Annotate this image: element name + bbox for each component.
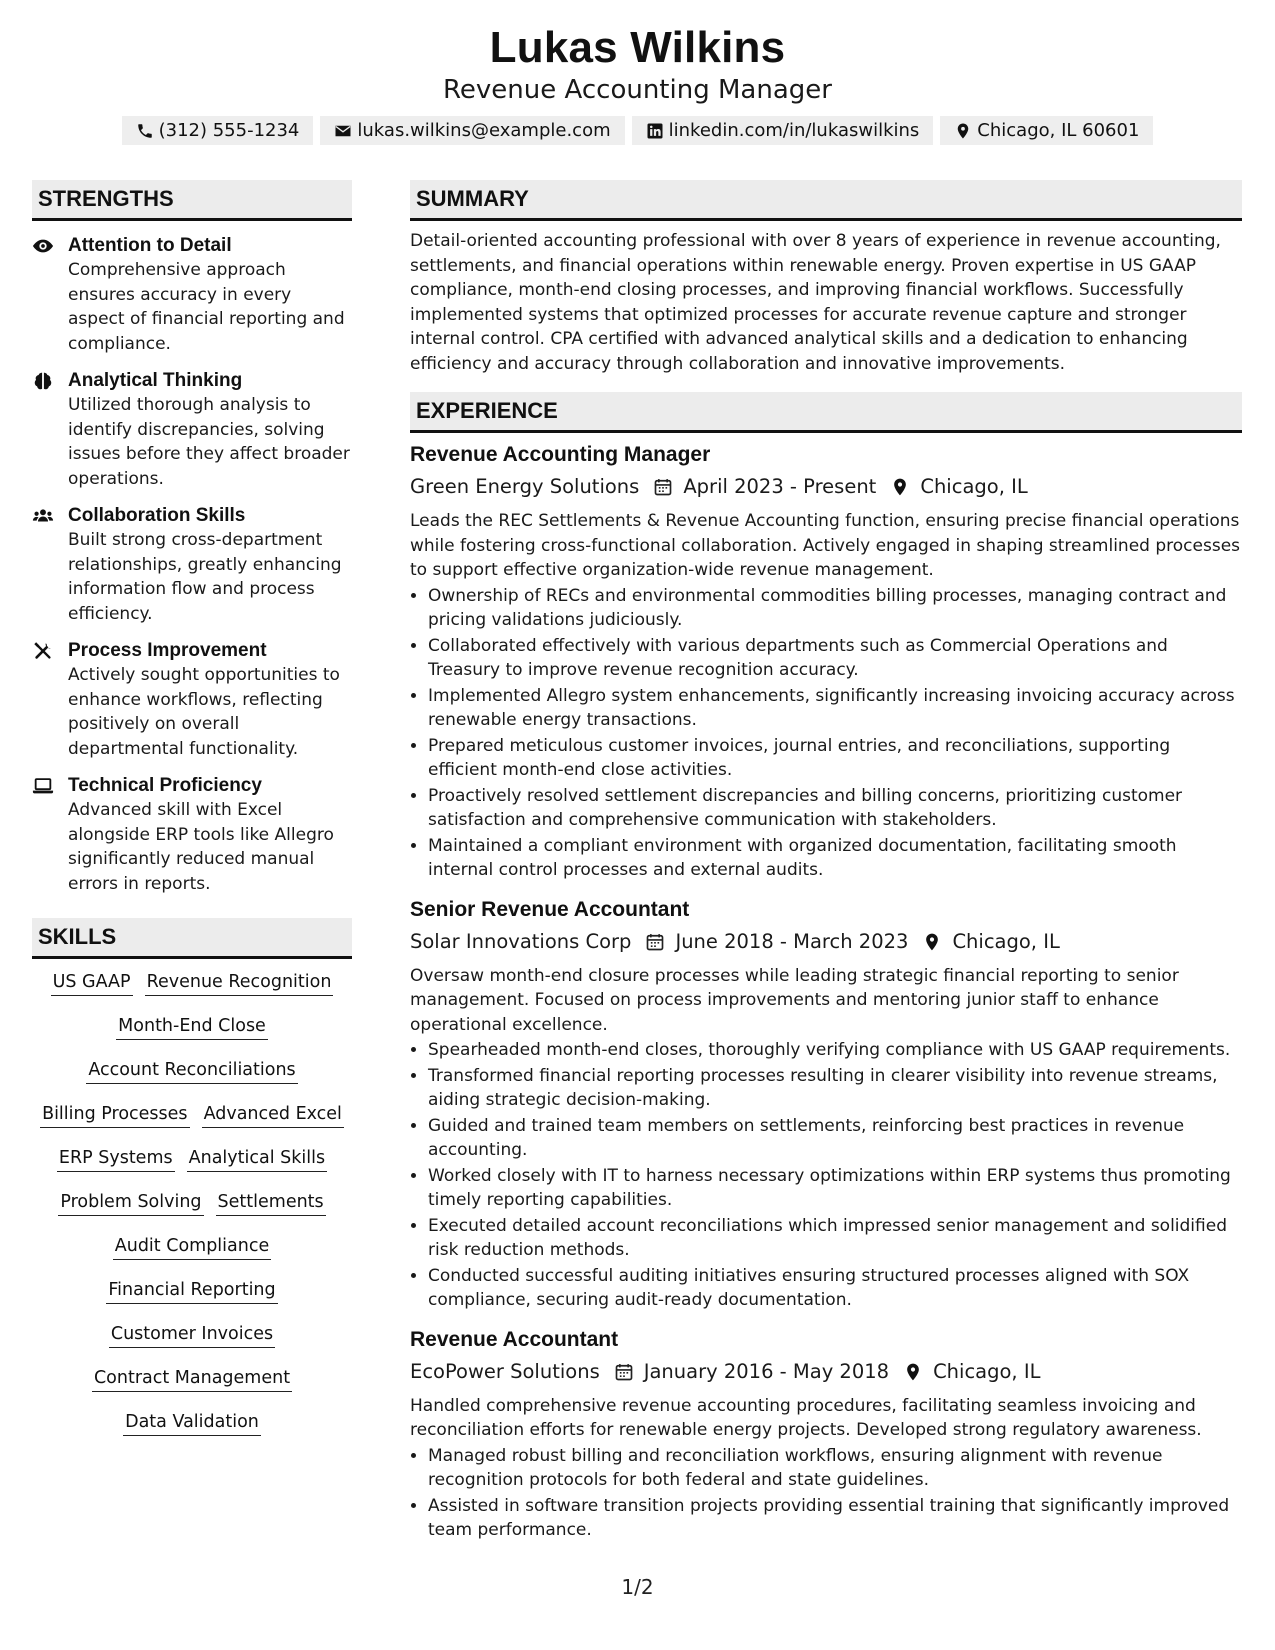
job-title: Revenue Accounting Manager — [410, 443, 711, 466]
job-bullet: • Proactively resolved settlement discrepancies and billing concerns, prioritizing customer satisfaction and comprehensive communication with stakeholders. — [428, 784, 1242, 833]
job-entry — [410, 1325, 1242, 1543]
tools-icon — [32, 640, 54, 662]
job-location: Chicago, IL — [920, 475, 1028, 498]
contact-location — [940, 116, 1153, 145]
skill-tag: Customer Invoices — [109, 1321, 275, 1348]
map-pin-icon — [890, 477, 910, 497]
skill-tag: Problem Solving — [58, 1189, 203, 1216]
contact-phone[interactable] — [122, 116, 314, 145]
job-meta — [410, 471, 1242, 503]
job-bullet: • Transformed financial reporting processes resulting in clearer visibility into revenue streams, aiding strategic decision-making. — [428, 1064, 1242, 1113]
skill-tag: Financial Reporting — [106, 1277, 277, 1304]
phone-icon — [136, 122, 154, 140]
skill-tag: Audit Compliance — [113, 1233, 271, 1260]
job-description: Oversaw month-end closure processes while leading strategic financial reporting to senior management. Focused on process improvements and mentoring junior staff to enhance operational excellence. — [410, 965, 1179, 1035]
skill-tag: Revenue Recognition — [145, 969, 334, 996]
job-location: Chicago, IL — [933, 1359, 1041, 1383]
strength-desc: Actively sought opportunities to enhance workflows, reflecting positively on overall departmental functionality. — [68, 665, 340, 759]
skill-tag: Analytical Skills — [187, 1145, 327, 1172]
job-description: Handled comprehensive revenue accounting procedures, facilitating seamless invoicing and reconciliation efforts for renewable energy projects. Developed strong regulatory awareness. — [410, 1395, 1202, 1440]
company-name: EcoPower Solutions — [410, 1359, 600, 1383]
experience-section — [410, 392, 1242, 1543]
brain-icon — [32, 370, 54, 392]
job-bullets — [410, 1444, 1242, 1543]
email-text: lukas.wilkins@example.com — [357, 120, 611, 141]
strengths-section — [32, 180, 352, 896]
calendar-icon — [614, 1362, 634, 1382]
strength-item — [32, 369, 352, 491]
job-dates: January 2016 - May 2018 — [643, 1359, 890, 1383]
resume-header — [0, 22, 1275, 145]
job-bullets — [410, 1038, 1242, 1313]
map-pin-icon — [903, 1362, 923, 1382]
strengths-heading: STRENGTHS — [32, 180, 352, 221]
job-bullet: • Executed detailed account reconciliations which impressed senior management and solidified risk reduction methods. — [428, 1214, 1242, 1263]
skill-tag: Data Validation — [123, 1409, 261, 1436]
job-bullet: • Conducted successful auditing initiatives ensuring structured processes aligned with SOX compliance, securing audit-ready documentation. — [428, 1264, 1242, 1313]
users-icon — [32, 505, 54, 527]
candidate-name: Lukas Wilkins — [489, 23, 786, 72]
job-bullet: • Maintained a compliant environment with organized documentation, facilitating smooth internal control processes and external audits. — [428, 834, 1242, 883]
job-description: Leads the REC Settlements & Revenue Accounting function, ensuring precise financial operations while fostering cross-functional collaboration. Actively engaged in shaping streamlined processes to support effective organization-wide revenue management. — [410, 511, 1241, 580]
skill-tag: Billing Processes — [40, 1101, 190, 1128]
job-bullet: • Managed robust billing and reconciliation workflows, ensuring alignment with revenue recognition protocols for both federal and state guidelines. — [428, 1444, 1242, 1493]
job-bullet: • Prepared meticulous customer invoices, journal entries, and reconciliations, supporting efficient month-end close activities. — [428, 734, 1242, 783]
job-bullet: • Ownership of RECs and environmental commodities billing processes, managing contract and pricing validations judiciously. — [428, 584, 1242, 633]
job-dates: April 2023 - Present — [683, 475, 877, 498]
strength-item — [32, 639, 352, 761]
linkedin-icon — [646, 122, 664, 140]
calendar-icon — [645, 932, 665, 952]
calendar-icon — [653, 477, 673, 497]
left-column — [32, 180, 352, 1453]
skill-tag: Advanced Excel — [202, 1101, 344, 1128]
summary-text: Detail-oriented accounting professional with over 8 years of experience in revenue accounting, settlements, and financial operations within renewable energy. Proven expertise in US GAAP compliance, month-end closing processes, and improving financial workflows. Successfully implemented systems that optimized processes for accurate revenue capture and stronger internal control. CPA certified with advanced analytical skills and a dedication to enhancing efficiency and accuracy through collaboration and innovative improvements. — [410, 231, 1221, 374]
strength-title: Collaboration Skills — [68, 505, 246, 526]
job-dates: June 2018 - March 2023 — [675, 929, 909, 953]
contact-email[interactable] — [320, 116, 624, 145]
job-bullets — [410, 584, 1242, 883]
strength-item — [32, 234, 352, 356]
phone-text: (312) 555-1234 — [158, 120, 300, 141]
skills-heading: SKILLS — [32, 918, 352, 959]
job-meta — [410, 926, 1242, 958]
candidate-role: Revenue Accounting Manager — [443, 75, 832, 105]
company-name: Green Energy Solutions — [410, 475, 640, 498]
skill-tag: Contract Management — [92, 1365, 292, 1392]
eye-icon — [32, 235, 54, 257]
job-bullet: • Worked closely with IT to harness necessary optimizations within ERP systems thus promoting timely reporting capabilities. — [428, 1164, 1242, 1213]
job-bullet: • Spearheaded month-end closes, thoroughly verifying compliance with US GAAP requirements. — [428, 1038, 1242, 1063]
skill-tag: Month-End Close — [116, 1013, 268, 1040]
summary-section — [410, 180, 1242, 376]
skills-section — [32, 918, 352, 1453]
location-text: Chicago, IL 60601 — [977, 120, 1140, 141]
strength-title: Technical Proficiency — [68, 775, 262, 796]
skills-list — [32, 969, 352, 1453]
skill-tag: ERP Systems — [57, 1145, 175, 1172]
strength-item — [32, 774, 352, 896]
laptop-icon — [32, 775, 54, 797]
strength-title: Attention to Detail — [68, 235, 232, 256]
job-location: Chicago, IL — [952, 929, 1060, 953]
job-entry — [410, 895, 1242, 1313]
strength-desc: Comprehensive approach ensures accuracy in every aspect of financial reporting and compliance. — [68, 260, 345, 354]
contact-bar — [0, 116, 1275, 145]
job-bullet: • Guided and trained team members on settlements, reinforcing best practices in revenue accounting. — [428, 1114, 1242, 1163]
strength-desc: Advanced skill with Excel alongside ERP tools like Allegro significantly reduced manual errors in reports. — [68, 800, 334, 894]
job-title: Senior Revenue Accountant — [410, 897, 690, 921]
summary-heading: SUMMARY — [410, 180, 1242, 221]
right-column — [410, 180, 1242, 1543]
strength-title: Analytical Thinking — [68, 370, 243, 391]
envelope-icon — [334, 122, 352, 140]
job-title: Revenue Accountant — [410, 1327, 619, 1351]
job-bullet: • Implemented Allegro system enhancements, significantly increasing invoicing accuracy across renewable energy transactions. — [428, 684, 1242, 733]
job-bullet: • Collaborated effectively with various departments such as Commercial Operations and Treasury to improve revenue recognition accuracy. — [428, 634, 1242, 683]
map-pin-icon — [922, 932, 942, 952]
experience-heading: EXPERIENCE — [410, 392, 1242, 433]
contact-linkedin[interactable] — [632, 116, 934, 145]
job-bullet: • Assisted in software transition projects providing essential training that significantly improved team performance. — [428, 1494, 1242, 1543]
map-pin-icon — [954, 122, 972, 140]
job-meta — [410, 1356, 1242, 1388]
company-name: Solar Innovations Corp — [410, 929, 632, 953]
skill-tag: Account Reconciliations — [86, 1057, 297, 1084]
linkedin-text: linkedin.com/in/lukaswilkins — [668, 120, 920, 141]
job-entry — [410, 440, 1242, 883]
skill-tag: Settlements — [216, 1189, 326, 1216]
page-number: 1/2 — [621, 1575, 654, 1599]
strength-desc: Built strong cross-department relationships, greatly enhancing information flow and process efficiency. — [68, 530, 342, 624]
strength-item — [32, 504, 352, 626]
skill-tag: US GAAP — [51, 969, 133, 996]
strength-desc: Utilized thorough analysis to identify discrepancies, solving issues before they affect broader operations. — [68, 395, 350, 489]
strength-title: Process Improvement — [68, 640, 267, 661]
